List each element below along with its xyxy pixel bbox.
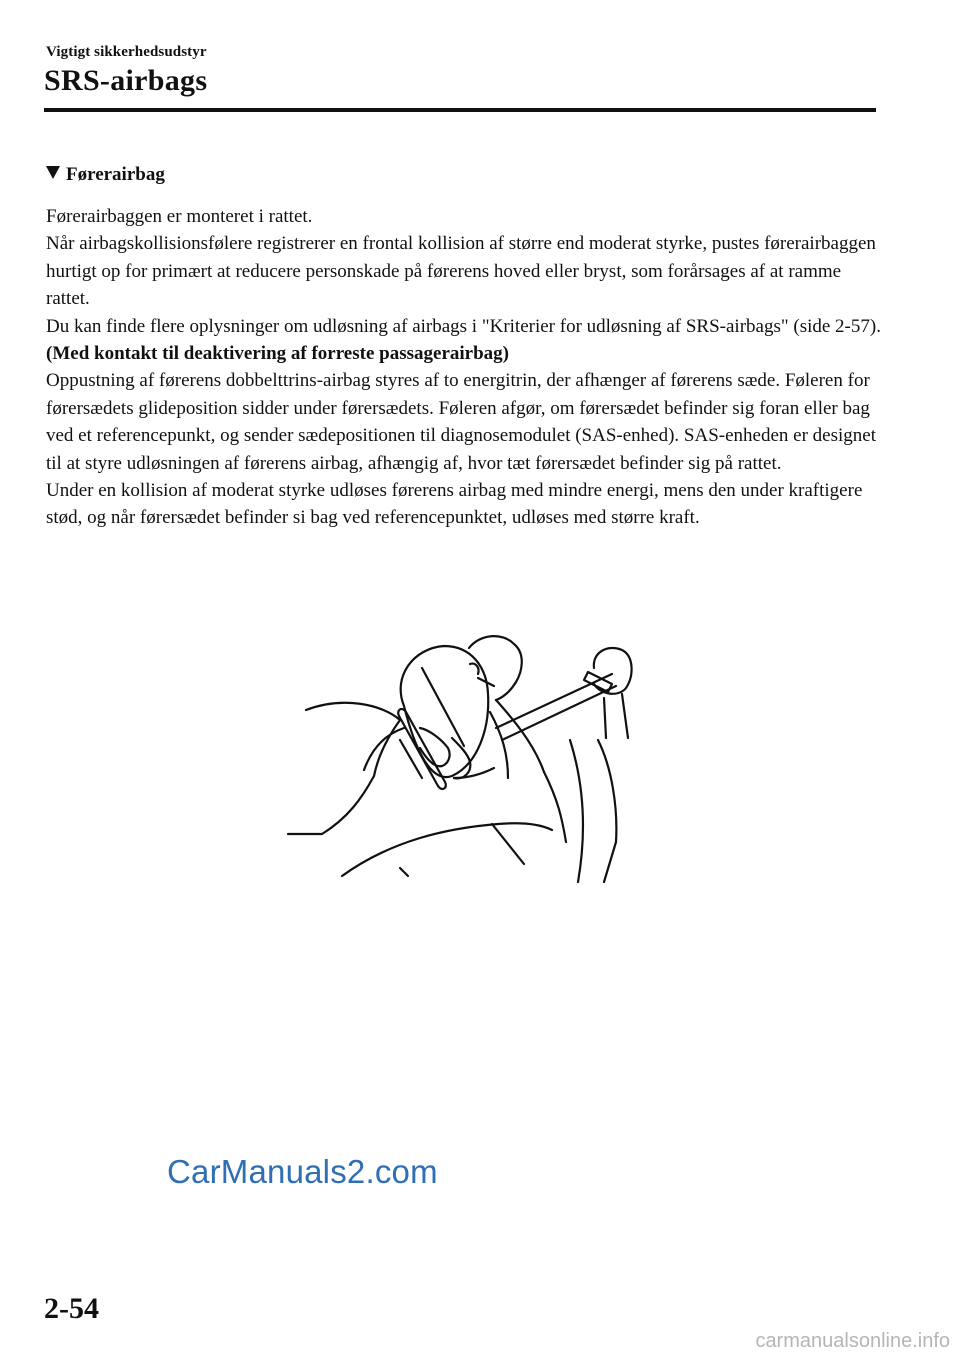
page-title: SRS-airbags bbox=[44, 64, 208, 97]
section-body bbox=[46, 203, 881, 532]
driver-airbag-deployment-illustration bbox=[282, 628, 642, 886]
paragraph-bold-heading: (Med kontakt til deaktivering af forreste passagerairbag) bbox=[46, 343, 509, 365]
paragraph: Du kan finde flere oplysninger om udløsning af airbags i "Kriterier for udløsning af SRS-airbags" (side 2-57). bbox=[46, 315, 881, 337]
section-heading-text: Førerairbag bbox=[66, 164, 165, 185]
header-divider bbox=[44, 108, 876, 112]
triangle-bullet-icon bbox=[46, 166, 60, 179]
paragraph: Førerairbaggen er monteret i rattet. bbox=[46, 206, 313, 227]
paragraph: Når airbagskollisionsfølere registrerer en frontal kollision af større end moderat styrke, pustes førerairbaggen hurtigt op for primært at reducere personskade på førerens hoved eller bryst, som forårsages af at ramme rattet. bbox=[46, 233, 876, 310]
page-number: 2-54 bbox=[44, 1292, 99, 1325]
paragraph: Under en kollision af moderat styrke udløses førerens airbag med mindre energi, mens den under kraftigere stød, og når førersædet befinder si bag ved referencepunktet, udløses med større kraft. bbox=[46, 480, 863, 529]
watermark: CarManuals2.com bbox=[167, 1153, 438, 1190]
header-section-label: Vigtigt sikkerhedsudstyr bbox=[46, 44, 207, 60]
footer-site-watermark: carmanualsonline.info bbox=[755, 1330, 950, 1352]
paragraph: Oppustning af førerens dobbelttrins-airbag styres af to energitrin, der afhænger af førerens sæde. Føleren for førersædets glideposition sidder under førersædets. Føleren afgør, om førersædet befinder sig foran eller bag ved et referencepunkt, og sender sædepositionen til diagnosemodulet (SAS-enhed). SAS-enheden er designet til at styre udløsningen af førerens airbag, afhængig af, hvor tæt førersædet befinder sig på rattet. bbox=[46, 370, 876, 474]
section-heading bbox=[46, 164, 165, 186]
